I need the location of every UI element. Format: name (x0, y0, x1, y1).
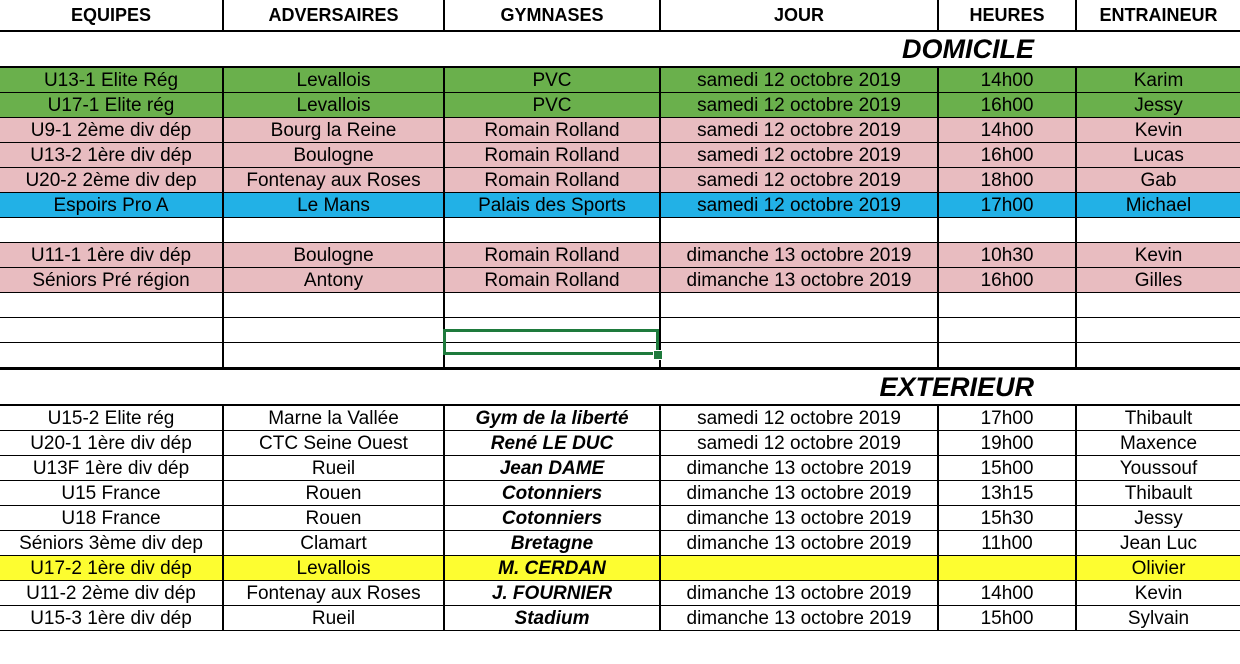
table-row (0, 118, 1240, 143)
cell-heure[interactable] (938, 556, 1076, 581)
cell-heure[interactable] (938, 343, 1076, 369)
cell-heure[interactable] (938, 218, 1076, 243)
cell-adversaire[interactable]: Boulogne (223, 243, 444, 268)
table-row (0, 506, 1240, 531)
cell-entraineur[interactable]: Gilles (1076, 268, 1240, 293)
cell-jour[interactable] (660, 293, 938, 318)
cell-equipe[interactable] (0, 293, 223, 318)
cell-jour[interactable] (660, 343, 938, 369)
fill-handle[interactable] (653, 350, 663, 360)
cell-jour[interactable] (660, 318, 938, 343)
section-header-exterieur (0, 369, 1240, 406)
cell-adversaire[interactable] (223, 293, 444, 318)
cell-entraineur[interactable]: Kevin (1076, 118, 1240, 143)
header-gymnases[interactable]: GYMNASES (444, 0, 660, 31)
cell-adversaire[interactable]: Rueil (223, 456, 444, 481)
cell-entraineur[interactable]: Jessy (1076, 93, 1240, 118)
cell-adversaire[interactable]: Fontenay aux Roses (223, 581, 444, 606)
table-row (0, 556, 1240, 581)
table-row (0, 531, 1240, 556)
cell-equipe[interactable]: U13F 1ère div dép (0, 456, 223, 481)
cell-entraineur[interactable]: Jessy (1076, 506, 1240, 531)
cell-equipe[interactable]: U15 France (0, 481, 223, 506)
cell-heure[interactable]: 14h00 (938, 118, 1076, 143)
cell-heure[interactable]: 19h00 (938, 431, 1076, 456)
cell-jour[interactable]: dimanche 13 octobre 2019 (660, 243, 938, 268)
section-title-domicile[interactable]: DOMICILE (0, 31, 1240, 67)
cell-equipe[interactable] (0, 318, 223, 343)
cell-entraineur[interactable] (1076, 318, 1240, 343)
cell-heure[interactable]: 10h30 (938, 243, 1076, 268)
cell-heure[interactable] (938, 293, 1076, 318)
cell-entraineur[interactable]: Maxence (1076, 431, 1240, 456)
cell-equipe[interactable]: U18 France (0, 506, 223, 531)
cell-equipe[interactable]: Espoirs Pro A (0, 193, 223, 218)
table-row (0, 243, 1240, 268)
cell-entraineur[interactable]: Jean Luc (1076, 531, 1240, 556)
cell-adversaire[interactable]: Fontenay aux Roses (223, 168, 444, 193)
cell-equipe[interactable]: U13-2 1ère div dép (0, 143, 223, 168)
cell-entraineur[interactable]: Gab (1076, 168, 1240, 193)
table-row (0, 268, 1240, 293)
cell-jour[interactable]: dimanche 13 octobre 2019 (660, 531, 938, 556)
cell-adversaire[interactable]: Le Mans (223, 193, 444, 218)
table-row (0, 581, 1240, 606)
cell-jour[interactable]: samedi 12 octobre 2019 (660, 193, 938, 218)
cell-equipe[interactable]: Séniors 3ème div dep (0, 531, 223, 556)
header-adversaires[interactable]: ADVERSAIRES (223, 0, 444, 31)
cell-gymnase[interactable]: Jean DAME (444, 456, 660, 481)
cell-equipe[interactable]: U17-2 1ère div dép (0, 556, 223, 581)
cell-gymnase[interactable]: Romain Rolland (444, 243, 660, 268)
cell-jour[interactable]: dimanche 13 octobre 2019 (660, 456, 938, 481)
cell-gymnase[interactable]: PVC (444, 67, 660, 93)
header-row (0, 0, 1240, 31)
away-section (0, 369, 1240, 631)
cell-entraineur[interactable]: Thibault (1076, 481, 1240, 506)
cell-gymnase[interactable]: Gym de la liberté (444, 405, 660, 431)
cell-equipe[interactable]: U15-3 1ère div dép (0, 606, 223, 631)
cell-gymnase[interactable]: René LE DUC (444, 431, 660, 456)
table-row (0, 431, 1240, 456)
cell-entraineur[interactable] (1076, 293, 1240, 318)
header-equipes[interactable]: EQUIPES (0, 0, 223, 31)
cell-heure[interactable]: 11h00 (938, 531, 1076, 556)
cell-entraineur[interactable]: Kevin (1076, 581, 1240, 606)
cell-entraineur[interactable]: Lucas (1076, 143, 1240, 168)
cell-jour[interactable]: samedi 12 octobre 2019 (660, 431, 938, 456)
cell-jour[interactable] (660, 218, 938, 243)
cell-equipe[interactable]: U20-1 1ère div dép (0, 431, 223, 456)
cell-heure[interactable]: 14h00 (938, 67, 1076, 93)
cell-adversaire[interactable]: Levallois (223, 93, 444, 118)
cell-jour[interactable]: dimanche 13 octobre 2019 (660, 481, 938, 506)
cell-jour[interactable]: samedi 12 octobre 2019 (660, 67, 938, 93)
cell-heure[interactable]: 13h15 (938, 481, 1076, 506)
cell-adversaire[interactable]: Rouen (223, 481, 444, 506)
header-entraineur[interactable]: ENTRAINEUR (1076, 0, 1240, 31)
cell-equipe[interactable]: U11-1 1ère div dép (0, 243, 223, 268)
table-row (0, 143, 1240, 168)
cell-entraineur[interactable]: Michael (1076, 193, 1240, 218)
cell-jour[interactable]: samedi 12 octobre 2019 (660, 405, 938, 431)
cell-gymnase[interactable]: Romain Rolland (444, 118, 660, 143)
table-row (0, 218, 1240, 243)
cell-gymnase[interactable]: Palais des Sports (444, 193, 660, 218)
section-title-exterieur[interactable]: EXTERIEUR (0, 369, 1240, 406)
cell-entraineur[interactable]: Thibault (1076, 405, 1240, 431)
cell-heure[interactable]: 18h00 (938, 168, 1076, 193)
cell-jour[interactable]: samedi 12 octobre 2019 (660, 118, 938, 143)
cell-entraineur[interactable]: Karim (1076, 67, 1240, 93)
table-row (0, 405, 1240, 431)
header-jour[interactable]: JOUR (660, 0, 938, 31)
cell-equipe[interactable] (0, 218, 223, 243)
cell-heure[interactable]: 16h00 (938, 268, 1076, 293)
table-row (0, 606, 1240, 631)
cell-equipe[interactable] (0, 343, 223, 369)
cell-adversaire[interactable] (223, 343, 444, 369)
table-row (0, 293, 1240, 318)
table-row (0, 93, 1240, 118)
cell-adversaire[interactable]: Antony (223, 268, 444, 293)
cell-entraineur[interactable]: Youssouf (1076, 456, 1240, 481)
cell-jour[interactable]: samedi 12 octobre 2019 (660, 168, 938, 193)
cell-heure[interactable]: 15h30 (938, 506, 1076, 531)
cell-adversaire[interactable]: Rouen (223, 506, 444, 531)
cell-adversaire[interactable]: Boulogne (223, 143, 444, 168)
cell-adversaire[interactable]: Clamart (223, 531, 444, 556)
table-row (0, 456, 1240, 481)
cell-jour[interactable]: dimanche 13 octobre 2019 (660, 506, 938, 531)
cell-gymnase[interactable]: Romain Rolland (444, 268, 660, 293)
cell-heure[interactable]: 17h00 (938, 405, 1076, 431)
cell-equipe[interactable]: U9-1 2ème div dép (0, 118, 223, 143)
cell-entraineur[interactable] (1076, 218, 1240, 243)
cell-heure[interactable]: 15h00 (938, 606, 1076, 631)
cell-gymnase[interactable]: PVC (444, 93, 660, 118)
cell-heure[interactable]: 16h00 (938, 93, 1076, 118)
table-row (0, 193, 1240, 218)
cell-gymnase[interactable]: Stadium (444, 606, 660, 631)
cell-adversaire[interactable]: Marne la Vallée (223, 405, 444, 431)
cell-gymnase[interactable]: Bretagne (444, 531, 660, 556)
cell-heure[interactable] (938, 318, 1076, 343)
cell-gymnase[interactable] (444, 218, 660, 243)
table-row (0, 67, 1240, 93)
cell-adversaire[interactable]: Levallois (223, 67, 444, 93)
cell-adversaire[interactable]: CTC Seine Ouest (223, 431, 444, 456)
cell-gymnase[interactable]: Cotonniers (444, 481, 660, 506)
table-row (0, 168, 1240, 193)
cell-jour[interactable]: dimanche 13 octobre 2019 (660, 581, 938, 606)
cell-equipe[interactable]: U20-2 2ème div dep (0, 168, 223, 193)
cell-jour[interactable]: samedi 12 octobre 2019 (660, 93, 938, 118)
header-heures[interactable]: HEURES (938, 0, 1076, 31)
cell-entraineur[interactable]: Sylvain (1076, 606, 1240, 631)
cell-gymnase[interactable]: Romain Rolland (444, 168, 660, 193)
cell-equipe[interactable]: U15-2 Elite rég (0, 405, 223, 431)
cell-adversaire[interactable]: Rueil (223, 606, 444, 631)
cell-jour[interactable]: samedi 12 octobre 2019 (660, 143, 938, 168)
cell-equipe[interactable]: Séniors Pré région (0, 268, 223, 293)
cell-entraineur[interactable] (1076, 343, 1240, 369)
cell-entraineur[interactable]: Kevin (1076, 243, 1240, 268)
cell-entraineur[interactable]: Olivier (1076, 556, 1240, 581)
cell-gymnase[interactable] (444, 293, 660, 318)
cell-jour[interactable]: dimanche 13 octobre 2019 (660, 606, 938, 631)
cell-equipe[interactable]: U13-1 Elite Rég (0, 67, 223, 93)
section-header-domicile (0, 31, 1240, 67)
cell-gymnase[interactable]: Romain Rolland (444, 143, 660, 168)
cell-jour[interactable]: dimanche 13 octobre 2019 (660, 268, 938, 293)
home-section (0, 31, 1240, 369)
cell-gymnase[interactable]: Cotonniers (444, 506, 660, 531)
cell-adversaire[interactable] (223, 318, 444, 343)
cell-gymnase[interactable]: M. CERDAN (444, 556, 660, 581)
cell-adversaire[interactable]: Bourg la Reine (223, 118, 444, 143)
cell-gymnase[interactable]: J. FOURNIER (444, 581, 660, 606)
cell-adversaire[interactable]: Levallois (223, 556, 444, 581)
cell-heure[interactable]: 16h00 (938, 143, 1076, 168)
cell-selection-outline (443, 329, 659, 355)
cell-heure[interactable]: 17h00 (938, 193, 1076, 218)
cell-equipe[interactable]: U17-1 Elite rég (0, 93, 223, 118)
cell-adversaire[interactable] (223, 218, 444, 243)
cell-heure[interactable]: 14h00 (938, 581, 1076, 606)
cell-equipe[interactable]: U11-2 2ème div dép (0, 581, 223, 606)
table-row (0, 481, 1240, 506)
cell-heure[interactable]: 15h00 (938, 456, 1076, 481)
cell-jour[interactable] (660, 556, 938, 581)
